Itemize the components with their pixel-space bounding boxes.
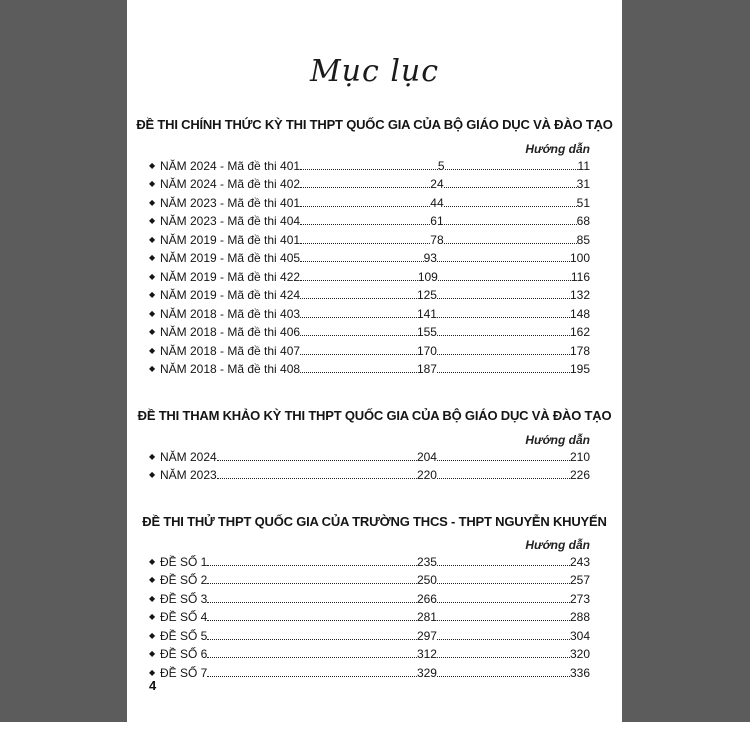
dot-leader [437, 629, 570, 640]
toc-entry[interactable] [149, 606, 590, 625]
toc-entry-label: NĂM 2019 - Mã đề thi 405 [160, 251, 301, 265]
toc-entry-label: ĐỀ SỐ 1 [160, 554, 208, 569]
toc-entry-page: 24 [430, 177, 444, 191]
toc-entry-guide-page: 320 [569, 647, 590, 661]
dot-leader [207, 555, 417, 566]
toc-entry-page: 297 [416, 628, 437, 643]
toc-entry-page: 61 [430, 214, 444, 228]
toc-entry-page: 141 [416, 306, 437, 321]
toc-entry[interactable] [149, 358, 590, 377]
dot-leader [437, 251, 570, 262]
section-heading-official: ĐỀ THI CHÍNH THỨC KỲ THI THPT QUỐC GIA CỦA BỘ GIÁO DỤC VÀ ĐÀO TẠO [136, 117, 613, 132]
toc-entry-page: 312 [416, 647, 437, 661]
toc-entry-guide-page: 288 [569, 610, 590, 624]
toc-entry-page: 266 [416, 591, 437, 606]
toc-entry-page: 235 [416, 554, 437, 569]
toc-entry-guide-page: 68 [576, 214, 590, 228]
diamond-bullet-icon: ◆ [149, 345, 156, 355]
toc-entry-label: NĂM 2019 - Mã đề thi 422 [160, 269, 301, 284]
toc-entry-label: NĂM 2024 - Mã đề thi 401 [160, 158, 301, 173]
toc-entry[interactable] [149, 265, 590, 284]
diamond-bullet-icon: ◆ [149, 197, 156, 207]
toc-entry[interactable] [149, 339, 590, 358]
toc-entry-label: NĂM 2018 - Mã đề thi 403 [160, 306, 301, 321]
dot-leader [437, 344, 570, 355]
toc-entry-guide-page: 11 [577, 158, 590, 173]
dot-leader [300, 362, 417, 373]
dot-leader [300, 159, 438, 170]
toc-entry-label: NĂM 2024 - Mã đề thi 402 [160, 177, 301, 191]
toc-entry-guide-page: 243 [569, 554, 590, 569]
toc-entry[interactable] [149, 445, 590, 464]
toc-entry-guide-page: 336 [569, 665, 590, 680]
toc-entry[interactable] [149, 228, 590, 247]
diamond-bullet-icon: ◆ [149, 575, 156, 584]
toc-entry[interactable] [149, 284, 590, 303]
toc-entry-label: NĂM 2024 [160, 449, 217, 464]
toc-entry[interactable] [149, 661, 590, 680]
toc-entry-label: NĂM 2018 - Mã đề thi 408 [160, 362, 301, 376]
toc-entry[interactable] [149, 191, 590, 210]
diamond-bullet-icon: ◆ [149, 216, 156, 225]
diamond-bullet-icon: ◆ [149, 253, 156, 262]
dot-leader [437, 666, 570, 677]
right-scan-border [622, 0, 750, 722]
toc-entry-guide-page: 148 [569, 306, 590, 321]
diamond-bullet-icon: ◆ [149, 667, 156, 677]
diamond-bullet-icon: ◆ [149, 556, 156, 566]
toc-entry-page: 109 [417, 269, 438, 284]
dot-leader [437, 468, 570, 479]
dot-leader [207, 610, 417, 621]
toc-entry-label: ĐỀ SỐ 3 [160, 591, 208, 606]
diamond-bullet-icon: ◆ [149, 364, 156, 373]
section-heading-practice: ĐỀ THI THỬ THPT QUỐC GIA CỦA TRƯỜNG THCS - THPT NGUYỄN KHUYẾN [142, 514, 607, 529]
dot-leader [300, 325, 417, 336]
toc-entry[interactable] [149, 247, 590, 266]
dot-leader [437, 450, 570, 461]
diamond-bullet-icon: ◆ [149, 179, 156, 188]
diamond-bullet-icon: ◆ [149, 234, 156, 244]
dot-leader [207, 592, 417, 603]
toc-entry-page: 44 [430, 195, 444, 210]
dot-leader [437, 647, 570, 658]
diamond-bullet-icon: ◆ [149, 271, 156, 281]
diamond-bullet-icon: ◆ [149, 470, 156, 479]
toc-entry-label: NĂM 2023 - Mã đề thi 401 [160, 195, 301, 210]
toc-list-practice [149, 550, 590, 680]
toc-entry-guide-page: 116 [570, 269, 590, 284]
page-number: 4 [149, 678, 157, 693]
dot-leader [437, 288, 570, 299]
toc-entry-page: 5 [437, 158, 445, 173]
toc-entry[interactable] [149, 643, 590, 662]
diamond-bullet-icon: ◆ [149, 593, 156, 603]
toc-entry-label: ĐỀ SỐ 7 [160, 665, 208, 680]
dot-leader [207, 573, 417, 584]
toc-entry[interactable] [149, 464, 590, 483]
toc-entry-label: NĂM 2018 - Mã đề thi 406 [160, 325, 301, 339]
toc-list-official [149, 154, 590, 376]
dot-leader [300, 214, 430, 225]
toc-entry[interactable] [149, 587, 590, 606]
page-title: Mục lục [309, 54, 440, 89]
toc-entry-page: 170 [416, 343, 437, 358]
toc-entry-page: 187 [416, 362, 437, 376]
dot-leader [207, 666, 417, 677]
column-label-guide: Hướng dẫn [525, 142, 590, 156]
dot-leader [217, 450, 417, 461]
diamond-bullet-icon: ◆ [149, 612, 156, 621]
toc-entry[interactable] [149, 173, 590, 192]
toc-entry-guide-page: 178 [569, 343, 590, 358]
dot-leader [438, 270, 571, 281]
toc-entry[interactable] [149, 550, 590, 569]
diamond-bullet-icon: ◆ [149, 308, 156, 318]
toc-entry-page: 125 [416, 288, 437, 302]
toc-entry-guide-page: 132 [569, 288, 590, 302]
toc-entry-guide-page: 195 [569, 362, 590, 376]
diamond-bullet-icon: ◆ [149, 630, 156, 640]
dot-leader [300, 288, 417, 299]
toc-entry[interactable] [149, 624, 590, 643]
toc-entry-label: ĐỀ SỐ 5 [160, 628, 208, 643]
toc-entry[interactable] [149, 210, 590, 229]
toc-entry-page: 329 [416, 665, 437, 680]
dot-leader [300, 251, 424, 262]
dot-leader [300, 307, 417, 318]
dot-leader [437, 573, 570, 584]
toc-entry-page: 155 [416, 325, 437, 339]
diamond-bullet-icon: ◆ [149, 649, 156, 658]
column-label-guide: Hướng dẫn [525, 538, 590, 552]
toc-entry-label: ĐỀ SỐ 6 [160, 647, 208, 661]
left-scan-border [0, 0, 127, 722]
dot-leader [437, 592, 570, 603]
toc-entry-guide-page: 162 [569, 325, 590, 339]
toc-entry-guide-page: 100 [569, 251, 590, 265]
toc-entry-guide-page: 257 [569, 573, 590, 587]
dot-leader [207, 629, 417, 640]
dot-leader [444, 214, 577, 225]
dot-leader [300, 177, 430, 188]
toc-entry[interactable] [149, 569, 590, 588]
toc-entry-guide-page: 51 [576, 195, 590, 210]
toc-entry-page: 204 [416, 449, 437, 464]
toc-entry-page: 281 [416, 610, 437, 624]
toc-entry-guide-page: 31 [576, 177, 590, 191]
document-page [127, 0, 622, 722]
dot-leader [300, 270, 418, 281]
dot-leader [444, 177, 577, 188]
column-label-guide: Hướng dẫn [525, 433, 590, 447]
diamond-bullet-icon: ◆ [149, 160, 156, 170]
dot-leader [217, 468, 417, 479]
toc-entry-label: NĂM 2019 - Mã đề thi 401 [160, 232, 301, 247]
toc-entry[interactable] [149, 302, 590, 321]
dot-leader [300, 344, 417, 355]
toc-entry-guide-page: 304 [569, 628, 590, 643]
dot-leader [437, 555, 570, 566]
toc-entry[interactable] [149, 154, 590, 173]
toc-entry-page: 220 [416, 468, 437, 482]
section-heading-reference: ĐỀ THI THAM KHẢO KỲ THI THPT QUỐC GIA CỦA BỘ GIÁO DỤC VÀ ĐÀO TẠO [137, 408, 612, 423]
toc-entry-label: ĐỀ SỐ 2 [160, 573, 208, 587]
toc-entry-label: NĂM 2023 [160, 468, 217, 482]
diamond-bullet-icon: ◆ [149, 327, 156, 336]
toc-entry-label: NĂM 2023 - Mã đề thi 404 [160, 214, 301, 228]
diamond-bullet-icon: ◆ [149, 451, 156, 461]
dot-leader [444, 233, 577, 244]
toc-entry-page: 93 [423, 251, 437, 265]
toc-list-reference [149, 445, 590, 482]
toc-entry-label: ĐỀ SỐ 4 [160, 610, 208, 624]
dot-leader [437, 325, 570, 336]
dot-leader [437, 610, 570, 621]
dot-leader [300, 196, 430, 207]
toc-entry-label: NĂM 2018 - Mã đề thi 407 [160, 343, 301, 358]
diamond-bullet-icon: ◆ [149, 290, 156, 299]
toc-entry-guide-page: 85 [576, 232, 590, 247]
dot-leader [300, 233, 430, 244]
toc-entry-guide-page: 210 [569, 449, 590, 464]
toc-entry-page: 250 [416, 573, 437, 587]
toc-entry[interactable] [149, 321, 590, 340]
toc-entry-page: 78 [430, 232, 444, 247]
dot-leader [444, 196, 577, 207]
toc-entry-guide-page: 226 [569, 468, 590, 482]
dot-leader [445, 159, 578, 170]
dot-leader [437, 362, 570, 373]
toc-entry-label: NĂM 2019 - Mã đề thi 424 [160, 288, 301, 302]
dot-leader [207, 647, 417, 658]
dot-leader [437, 307, 570, 318]
toc-entry-guide-page: 273 [569, 591, 590, 606]
